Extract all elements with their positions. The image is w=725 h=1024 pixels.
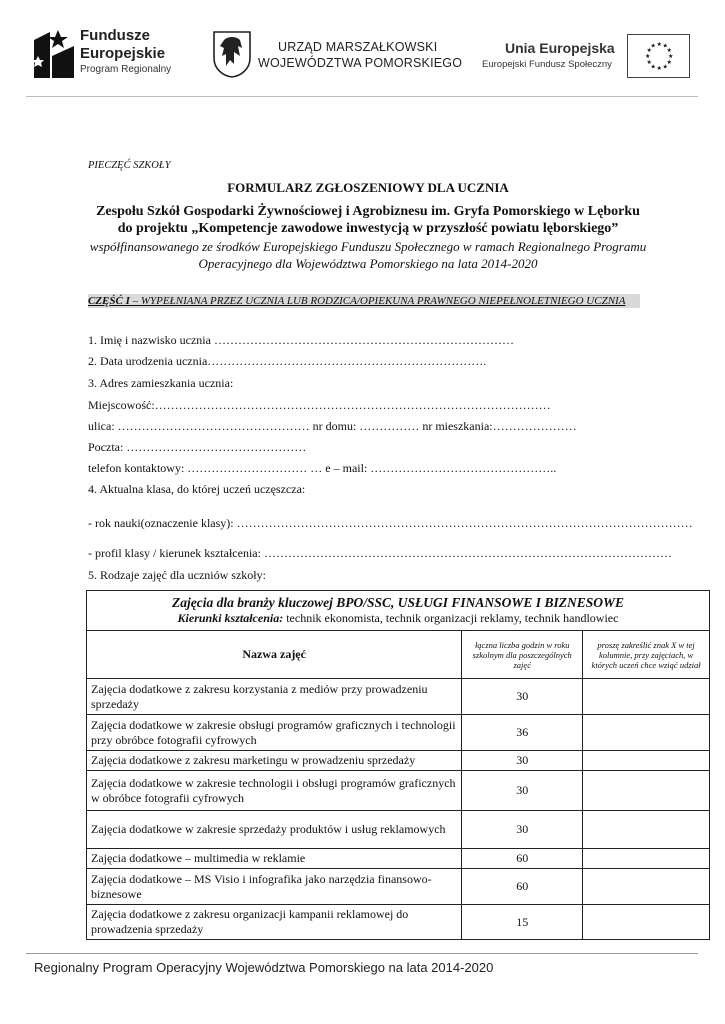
field-post[interactable]: Poczta: ……………………………………… [88,440,307,454]
urzad-line2: WOJEWÓDZTWA POMORSKIEGO [258,56,463,70]
cofinancing-line1: współfinansowanego ze środków Europejskiego Funduszu Społecznego w ramach Regionalnego Programu [89,239,647,254]
course-select-cell[interactable] [583,905,710,940]
svg-text:★: ★ [650,63,656,71]
course-name: Zajęcia dodatkowe z zakresu organizacji kampanii reklamowej do prowadzenia sprzedaży [87,905,462,940]
table-row [87,849,710,869]
table-row [87,679,710,715]
course-hours: 36 [462,715,583,751]
svg-text:★: ★ [666,59,672,66]
directions-text: technik ekonomista, technik organizacji reklamy, technik handlowiec [283,611,619,625]
col-header-hours: łączna liczba godzin w roku szkolnym dla poszczególnych zajęć [462,631,583,679]
table-row [87,905,710,940]
table-directions [91,611,705,626]
svg-text:★: ★ [650,42,656,50]
part-one-heading [88,294,640,308]
fe-logo-line3: Program Regionalny [80,64,172,75]
course-select-cell[interactable] [583,771,710,811]
ue-subtitle: Europejski Fundusz Społeczny [482,59,612,70]
course-name: Zajęcia dodatkowe – MS Visio i infografika jako narzędzia finansowo-biznesowe [87,869,462,905]
svg-text:★: ★ [646,47,652,54]
directions-label: Kierunki kształcenia: [177,611,284,625]
field-student-name[interactable]: 1. Imię i nazwisko ucznia ………………………………………………………………… [88,333,514,347]
course-select-cell[interactable] [583,679,710,715]
field-courses-label: 5. Rodzaje zajęć dla uczniów szkoły: [88,568,266,582]
field-phone-email[interactable]: telefon kontaktowy: ………………………… … e – mail: ……………………………………….. [88,461,557,475]
course-name: Zajęcia dodatkowe w zakresie technologii i obsługi programów graficznych w obróbce fotografii cyfrowych [87,771,462,811]
pomorskie-griffin-crest-icon [212,30,252,78]
field-city[interactable]: Miejscowość:……………………………………………………………………………………… [88,398,551,412]
table-row [87,751,710,771]
svg-text:★: ★ [666,47,672,54]
svg-text:★: ★ [656,65,662,72]
svg-text:★: ★ [646,59,652,66]
fundusze-europejskie-logo-icon [34,26,74,78]
table-row [87,715,710,751]
col-header-select: proszę zakreślić znak X w tej kolumnie, przy zajęciach, w których uczeń chce wziąć udział [583,631,710,679]
course-select-cell[interactable] [583,869,710,905]
part-one-label: CZĘŚĆ I [88,295,130,307]
project-name: do projektu „Kompetencje zawodowe inwestycją w przyszłość powiatu lęborskiego” [117,221,619,236]
course-select-cell[interactable] [583,751,710,771]
field-birth-date[interactable]: 2. Data urodzenia ucznia……………………………………………………………. [88,354,487,368]
table-row [87,869,710,905]
field-class-label: 4. Aktualna klasa, do której uczeń uczęszcza: [88,482,306,496]
course-name: Zajęcia dodatkowe z zakresu marketingu w prowadzeniu sprzedaży [87,751,462,771]
course-hours: 15 [462,905,583,940]
svg-text:★: ★ [645,53,651,60]
table-heading: Zajęcia dla branży kluczowej BPO/SSC, USŁUGI FINANSOWE I BIZNESOWE [172,595,624,610]
course-select-cell[interactable] [583,849,710,869]
part-one-text: – WYPEŁNIANA PRZEZ UCZNIA LUB RODZICA/OPIEKUNA PRAWNEGO NIEPEŁNOLETNIEGO UCZNIA [129,295,626,307]
course-name: Zajęcia dodatkowe w zakresie obsługi programów graficznych i technologii przy obróbce fotografii cyfrowych [87,715,462,751]
school-stamp-label: PIECZĘĆ SZKOŁY [88,160,171,171]
form-title: FORMULARZ ZGŁOSZENIOWY DLA UCZNIA [227,180,509,195]
urzad-line1: URZĄD MARSZAŁKOWSKI [278,40,438,54]
course-hours: 60 [462,849,583,869]
svg-text:★: ★ [662,42,668,50]
fe-logo-line2: Europejskie [80,45,166,62]
ue-title: Unia Europejska [505,40,615,56]
course-hours: 30 [462,771,583,811]
course-name: Zajęcia dodatkowe z zakresu korzystania z mediów przy prowadzeniu sprzedaży [87,679,462,715]
school-name: Zespołu Szkół Gospodarki Żywnościowej i Agrobiznesu im. Gryfa Pomorskiego w Lęborku [96,204,640,219]
header-divider [26,96,698,97]
footer-text: Regionalny Program Operacyjny Województwa Pomorskiego na lata 2014-2020 [34,960,494,975]
cofinancing-line2: Operacyjnego dla Województwa Pomorskiego na lata 2014-2020 [198,256,538,271]
course-select-cell[interactable] [583,715,710,751]
course-select-cell[interactable] [583,811,710,849]
col-header-name: Nazwa zajęć [87,631,462,679]
field-street[interactable]: ulica: ………………………………………… nr domu: …………… nr mieszkania:………………… [88,419,577,433]
course-hours: 30 [462,679,583,715]
svg-text:★: ★ [662,63,668,71]
svg-text:★: ★ [668,53,674,60]
footer-divider [26,953,698,954]
field-profile[interactable]: - profil klasy / kierunek kształcenia: ………………………………………………………………………………………… [88,546,672,560]
course-hours: 60 [462,869,583,905]
table-row [87,811,710,849]
table-row [87,771,710,811]
eu-flag-icon [627,34,690,78]
courses-table [86,590,710,940]
svg-text:★: ★ [656,41,662,48]
course-name: Zajęcia dodatkowe – multimedia w reklamie [87,849,462,869]
table-heading-cell [87,591,710,631]
course-name: Zajęcia dodatkowe w zakresie sprzedaży produktów i usług reklamowych [87,811,462,849]
fe-logo-line1: Fundusze [80,27,150,44]
field-school-year[interactable]: - rok nauki(oznaczenie klasy): …………………………………………………………………………………………………… [88,516,693,530]
course-hours: 30 [462,811,583,849]
course-hours: 30 [462,751,583,771]
field-address-label: 3. Adres zamieszkania ucznia: [88,376,234,390]
